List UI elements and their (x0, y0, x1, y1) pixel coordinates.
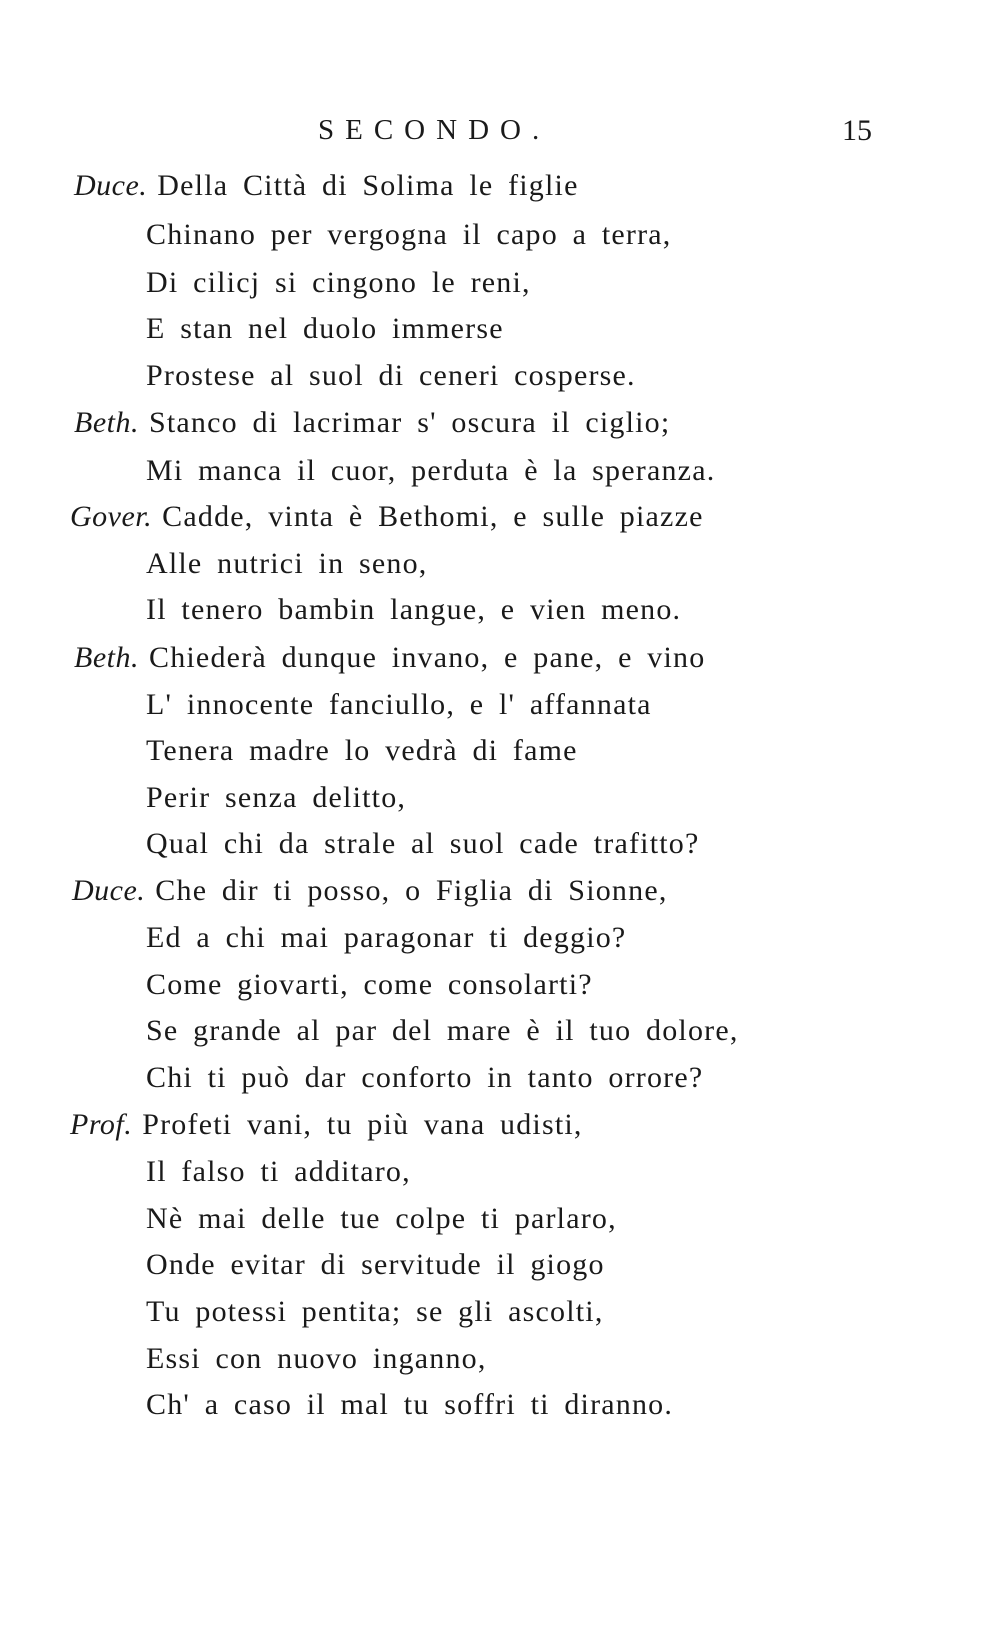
speaker-label: Beth. (74, 641, 139, 674)
verse-text: Alle nutrici in seno, (146, 547, 428, 580)
running-title: SECONDO. (318, 114, 551, 146)
verse-text: Chiederà dunque invano, e pane, e vino (148, 641, 706, 674)
verse-text: Mi manca il cuor, perduta è la speranza. (146, 454, 716, 487)
verse-text: E stan nel duolo immerse (146, 312, 504, 345)
verse-text: Cadde, vinta è Bethomi, e sulle piazze (162, 500, 704, 533)
verse-text: Perir senza delitto, (146, 781, 407, 814)
verse-line (146, 822, 700, 866)
speaker-label: Beth. (74, 406, 139, 439)
verse-line (146, 1197, 617, 1241)
verse-text: Come giovarti, come consolarti? (146, 968, 593, 1001)
speaker-label: Gover. (70, 500, 153, 533)
verse-text: Chi ti può dar conforto in tanto orrore? (146, 1061, 704, 1094)
verse-line (146, 449, 715, 493)
verse-line (146, 307, 504, 351)
verse-line (146, 542, 428, 586)
verse-line (74, 636, 705, 680)
verse-text: Onde evitar di servitude il giogo (146, 1248, 605, 1281)
verse-line (146, 1290, 604, 1334)
verse-line (74, 401, 670, 445)
verse-text: Se grande al par del mare è il tuo dolore, (146, 1014, 739, 1047)
verse-text: Ch' a caso il mal tu soffri ti diranno. (146, 1388, 674, 1421)
speaker-label: Duce. (74, 169, 148, 202)
verse-line (146, 776, 406, 820)
speaker-label: Prof. (70, 1108, 133, 1141)
verse-text: Nè mai delle tue colpe ti parlaro, (146, 1202, 617, 1235)
verse-line (74, 164, 579, 208)
verse-line (146, 1009, 739, 1053)
verse-line (146, 1383, 673, 1427)
verse-text: Il tenero bambin langue, e vien meno. (146, 593, 682, 626)
verse-line (146, 1337, 487, 1381)
verse-text: Profeti vani, tu più vana udisti, (142, 1108, 583, 1141)
verse-text: L' innocente fanciullo, e l' affannata (146, 688, 652, 721)
verse-line (146, 354, 636, 398)
verse-line (70, 495, 704, 539)
verse-text: Ed a chi mai paragonar ti deggio? (146, 921, 627, 954)
verse-text: Tenera madre lo vedrà di fame (146, 734, 578, 767)
verse-line (72, 869, 668, 913)
verse-line (146, 729, 578, 773)
verse-line (146, 588, 681, 632)
verse-line (146, 1150, 411, 1194)
verse-line (146, 213, 672, 257)
verse-text: Tu potessi pentita; se gli ascolti, (146, 1295, 604, 1328)
verse-text: Della Città di Solima le figlie (157, 169, 579, 202)
verse-line (70, 1103, 583, 1147)
verse-text: Il falso ti additaro, (146, 1155, 411, 1188)
verse-line (146, 683, 652, 727)
verse-text: Stanco di lacrimar s' oscura il ciglio; (148, 406, 671, 439)
verse-text: Che dir ti posso, o Figlia di Sionne, (155, 874, 668, 907)
speaker-label: Duce. (72, 874, 146, 907)
verse-text: Prostese al suol di ceneri cosperse. (146, 359, 636, 392)
verse-line (146, 1243, 605, 1287)
verse-text: Qual chi da strale al suol cade trafitto? (146, 827, 700, 860)
verse-line (146, 1056, 703, 1100)
verse-text: Essi con nuovo inganno, (146, 1342, 487, 1375)
page-number: 15 (842, 114, 872, 147)
verse-text: Chinano per vergogna il capo a terra, (146, 218, 672, 251)
verse-line (146, 963, 593, 1007)
verse-text: Di cilicj si cingono le reni, (146, 266, 531, 299)
verse-line (146, 916, 626, 960)
verse-line (146, 261, 531, 305)
